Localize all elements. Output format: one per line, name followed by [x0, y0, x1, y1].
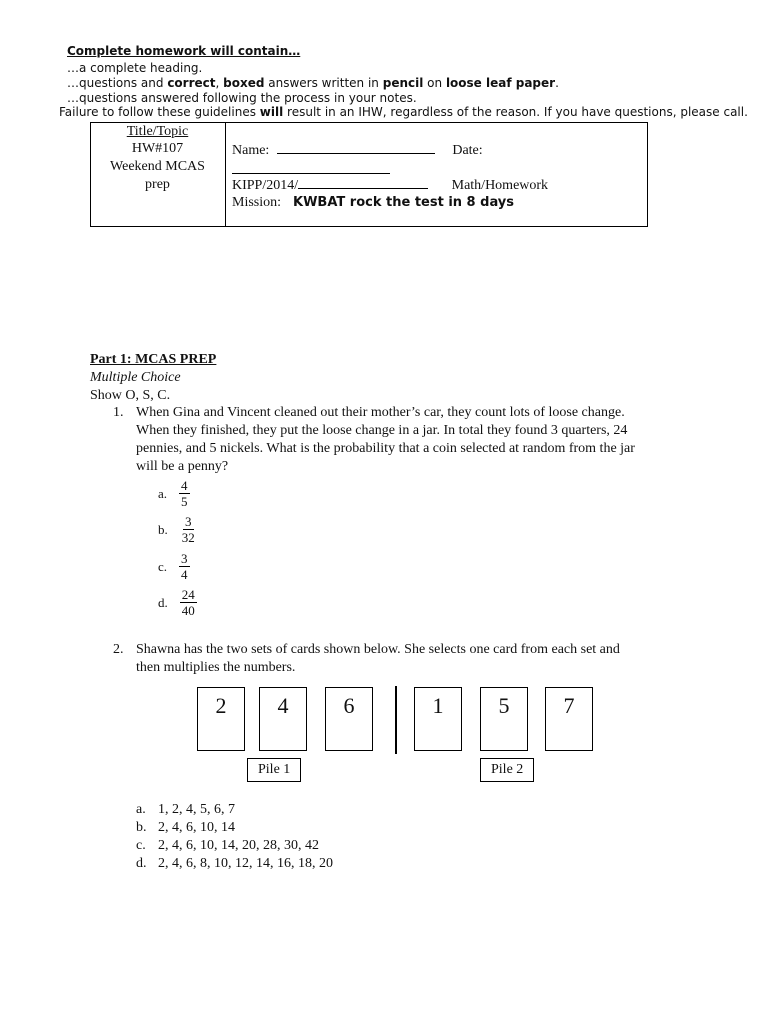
date-blank[interactable]	[232, 173, 390, 174]
name-field	[232, 141, 483, 159]
subject-label: Math/Homework	[451, 178, 549, 193]
question-1-line: When they finished, they put the loose change in a jar. In total they found 3 quarters, 24	[136, 423, 628, 438]
q2-answer-a[interactable]: a. 1, 2, 4, 5, 6, 7	[136, 802, 235, 817]
part-subtitle: Multiple Choice	[90, 370, 181, 385]
name-label: Name:	[232, 143, 270, 158]
topic-line-2: prep	[145, 177, 170, 192]
question-1-line: will be a penny?	[136, 459, 229, 474]
mission-text: KWBAT rock the test in 8 days	[293, 195, 515, 210]
fraction: $\frac{3}{32}$	[181, 514, 195, 545]
pile-1-label: Pile 1	[247, 758, 301, 782]
mission-label: Mission:	[232, 195, 282, 210]
q1-choice-d[interactable]	[158, 587, 197, 618]
fraction: $\frac{24}{40}$	[181, 587, 195, 618]
question-1-number: 1.	[113, 405, 124, 420]
q2-answer-b[interactable]: b. 2, 4, 6, 10, 14	[136, 820, 235, 835]
guideline-process: …questions answered following the process in your notes.	[67, 91, 417, 105]
heading-divider	[225, 122, 226, 226]
hw-number: HW#107	[131, 141, 184, 156]
name-blank[interactable]	[277, 141, 435, 154]
pile-separator	[395, 686, 397, 754]
pile-1-card: 6	[325, 687, 373, 751]
q1-choice-b[interactable]	[158, 514, 197, 545]
fraction: $\frac{3}{4}$	[181, 551, 188, 582]
question-1-line: When Gina and Vincent cleaned out their mother’s car, they count lots of loose change.	[136, 405, 625, 420]
show-instruction: Show O, S, C.	[90, 388, 171, 403]
choice-letter: b.	[158, 521, 168, 537]
question-2-number: 2.	[113, 642, 124, 657]
kipp-blank[interactable]	[298, 176, 428, 189]
kipp-line	[232, 176, 548, 194]
pile-1-card: 4	[259, 687, 307, 751]
guideline-heading: …a complete heading.	[67, 61, 203, 75]
pile-1-card: 2	[197, 687, 245, 751]
q2-answer-c[interactable]: c. 2, 4, 6, 10, 14, 20, 28, 30, 42	[136, 838, 319, 853]
question-1-line: pennies, and 5 nickels. What is the probability that a coin selected at random from the jar	[136, 441, 635, 456]
guidelines-warning: Failure to follow these guidelines will result in an IHW, regardless of the reason. If you have questions, please call.	[59, 105, 748, 119]
pile-2-card: 7	[545, 687, 593, 751]
guideline-answers: …questions and correct, boxed answers written in pencil on loose leaf paper.	[67, 76, 559, 90]
pile-2-card: 5	[480, 687, 528, 751]
question-2-line: then multiplies the numbers.	[136, 660, 296, 675]
pile-2-card: 1	[414, 687, 462, 751]
choice-letter: a.	[158, 485, 168, 501]
choice-letter: c.	[158, 558, 168, 574]
part-title: Part 1: MCAS PREP	[90, 352, 217, 367]
topic-line-1: Weekend MCAS	[110, 159, 205, 174]
q1-choice-a[interactable]	[158, 478, 190, 509]
pile-2-label: Pile 2	[480, 758, 534, 782]
date-label: Date:	[452, 143, 483, 158]
q1-choice-c[interactable]	[158, 551, 190, 582]
kipp-label: KIPP/2014/	[232, 178, 299, 193]
question-2-line: Shawna has the two sets of cards shown below. She selects one card from each set and	[136, 642, 620, 657]
title-topic-label: Title/Topic	[126, 124, 189, 139]
choice-letter: d.	[158, 594, 168, 610]
mission-line	[232, 195, 514, 211]
fraction: $\frac{4}{5}$	[181, 478, 188, 509]
guidelines-title: Complete homework will contain…	[67, 44, 301, 58]
q2-answer-d[interactable]: d. 2, 4, 6, 8, 10, 12, 14, 16, 18, 20	[136, 856, 333, 871]
